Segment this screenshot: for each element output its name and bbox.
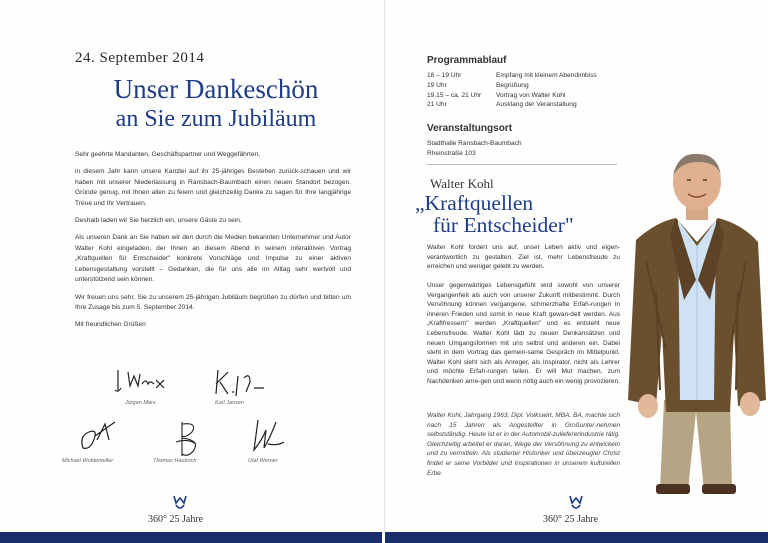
schedule-time: 18 – 19 Uhr — [427, 72, 462, 79]
program-heading: Programmablauf — [427, 55, 507, 66]
schedule-time: 19 Uhr — [427, 81, 447, 89]
paragraph: Wir freuen uns sehr, Sie zu unserem 25-jährigen Jubiläum begrüßen zu dürfen und bitten um Ihre Zusage bis zum 5. September 2014. — [75, 293, 351, 312]
signature-name: Karl Jansen — [215, 400, 245, 406]
signature-thomas-haubrich — [170, 418, 204, 460]
signature-name: Jürgen Marx — [125, 400, 156, 406]
venue-line: Rheinstraße 103 — [427, 149, 476, 157]
invitation-date: 24. September 2014 — [75, 50, 205, 66]
schedule-desc: Ausklang der Veranstaltung — [496, 101, 577, 109]
logo-caption: 360° 25 Jahre — [543, 514, 599, 525]
paragraph: Als unseren Dank an Sie haben wir den durch die Medien bekannten Unternehmer und Autor Walter Kohl eingeladen, der Ihnen an diesem Abend in seinem interaktiven Vortrag „Kraftquellen für Entscheider" konkrete Vorschläge und Impulse zu einer aktiven Lebensgestaltung vorstellt – Gedanken, die für uns alle im Alltag sehr wertvoll und unterstützend sein können. — [75, 234, 351, 284]
signature-michael-woldenteller — [75, 418, 125, 454]
signature-karl-jansen — [212, 368, 268, 398]
signature-image — [248, 418, 288, 454]
signature-name: Olaf Werner — [248, 458, 278, 464]
signature-olaf-werner — [248, 418, 288, 454]
speaker-photo — [626, 150, 768, 495]
talk-title — [415, 192, 574, 236]
headline-line-2: an Sie zum Jubiläum — [115, 106, 317, 132]
logo-mark — [173, 495, 187, 511]
talk-intro: Walter Kohl fordert uns auf, unser Leben aktiv und eigen-verantwortlich zu gestalten. Ziel ist, mehr Lebensfreude zu erreichen und weniger gelebt zu werden. — [427, 244, 620, 271]
fold-gap — [382, 532, 385, 543]
talk-title-line-2: für Entscheider" — [433, 213, 574, 237]
speaker-photo-image — [626, 150, 768, 495]
schedule-desc: Vortrag von Walter Kohl — [496, 91, 566, 99]
headline-line-1: Unser Dankeschön — [113, 74, 319, 104]
signature-name: Michael Woldenteller — [62, 458, 114, 464]
page-title — [66, 74, 366, 134]
venue-heading: Veranstaltungsort — [427, 123, 513, 134]
talk-title-line-1: „Kraftquellen — [415, 191, 534, 215]
logo-icon — [173, 495, 187, 511]
paragraph: Deshalb laden wir Sie herzlich ein, unsere Gäste zu sein. — [75, 216, 242, 224]
salutation: Sehr geehrte Mandanten, Geschäftspartner und Weggefährten, — [75, 151, 260, 158]
talk-description: Unser gegenwärtiges Lebensgefühl wird sowohl von unserer Vergangenheit als auch von unserer Zukunft mitbestimmt. Durch Versöhnung können vergangene, schmerzhafte Erfah-rungen in inneren Frieden und somit in neue Kraft gewan-delt werden. Aus „Kraftfressern" werden „Kraftquellen" und es entsteht neue Lebensfreude. Walter Kohl lädt zu neuen Denkansätzen und neuen Umgangsformen mit uns selbst und anderen ein. Dabei steht in dem Vortrag das gemein-same Gespräch im Mittelpunkt. Walter Kohl sieht sich als Anreger, als Inspirator, nicht als Lehrer und möchte Erfah-rungen teilen. Er will Mut machen, zum Nachdenken anre-gen und wenn nötig auch ein wenig provozieren. — [427, 282, 620, 385]
closing: Mit freundlichen Grüßen — [75, 321, 146, 329]
schedule-desc: Empfang mit kleinem Abendimbiss — [496, 72, 597, 79]
signature-juergen-marx — [112, 366, 174, 394]
schedule-time: 21 Uhr — [427, 101, 447, 109]
speaker-name: Walter Kohl — [430, 176, 494, 191]
signature-image — [212, 368, 268, 398]
schedule-time: 19.15 – ca. 21 Uhr — [427, 91, 482, 99]
logo-mark — [569, 495, 583, 511]
signature-image — [75, 418, 125, 454]
venue-line: Stadthalle Ransbach-Baumbach — [427, 140, 522, 147]
logo-caption: 360° 25 Jahre — [148, 514, 204, 525]
venue-address — [427, 139, 522, 159]
divider — [427, 164, 617, 165]
signature-image — [112, 366, 174, 394]
signature-image — [170, 418, 204, 460]
logo-icon — [569, 495, 583, 511]
letter-body — [75, 150, 351, 337]
paragraph: in diesem Jahr kann unsere Kanzlei auf ihr 25-jähriges Bestehen zurück-schauen und wir haben mit unserer Niederlassung in Ransbach-Baumbach einen neuen Standort bezogen. Gründe genug, mit Ihnen allen zu feiern und gleichzeitig Danke zu sagen für Ihre langjährige Treue und Ihr Vertrauen. — [75, 168, 351, 207]
speaker-bio: Walter Kohl, Jahrgang 1963, Dipl. Volkswirt, MBA, BA, machte sich nach 15 Jahren als Angestellter in Großunter-nehmen selbstständig. Heute ist er in der Automobil-zuliefererindustrie tätig. Gleichzeitig arbeitet er daran, Wege der Versöhnung zu entwickeln und zu vermitteln. Als studierter Historiker und überzeugter Christ findet er seine Vorbilder und Inspirationen in unserem kulturellen Erbe. — [427, 412, 620, 477]
schedule-desc: Begrüßung — [496, 81, 529, 89]
signature-name: Thomas Haubrich — [153, 458, 197, 464]
